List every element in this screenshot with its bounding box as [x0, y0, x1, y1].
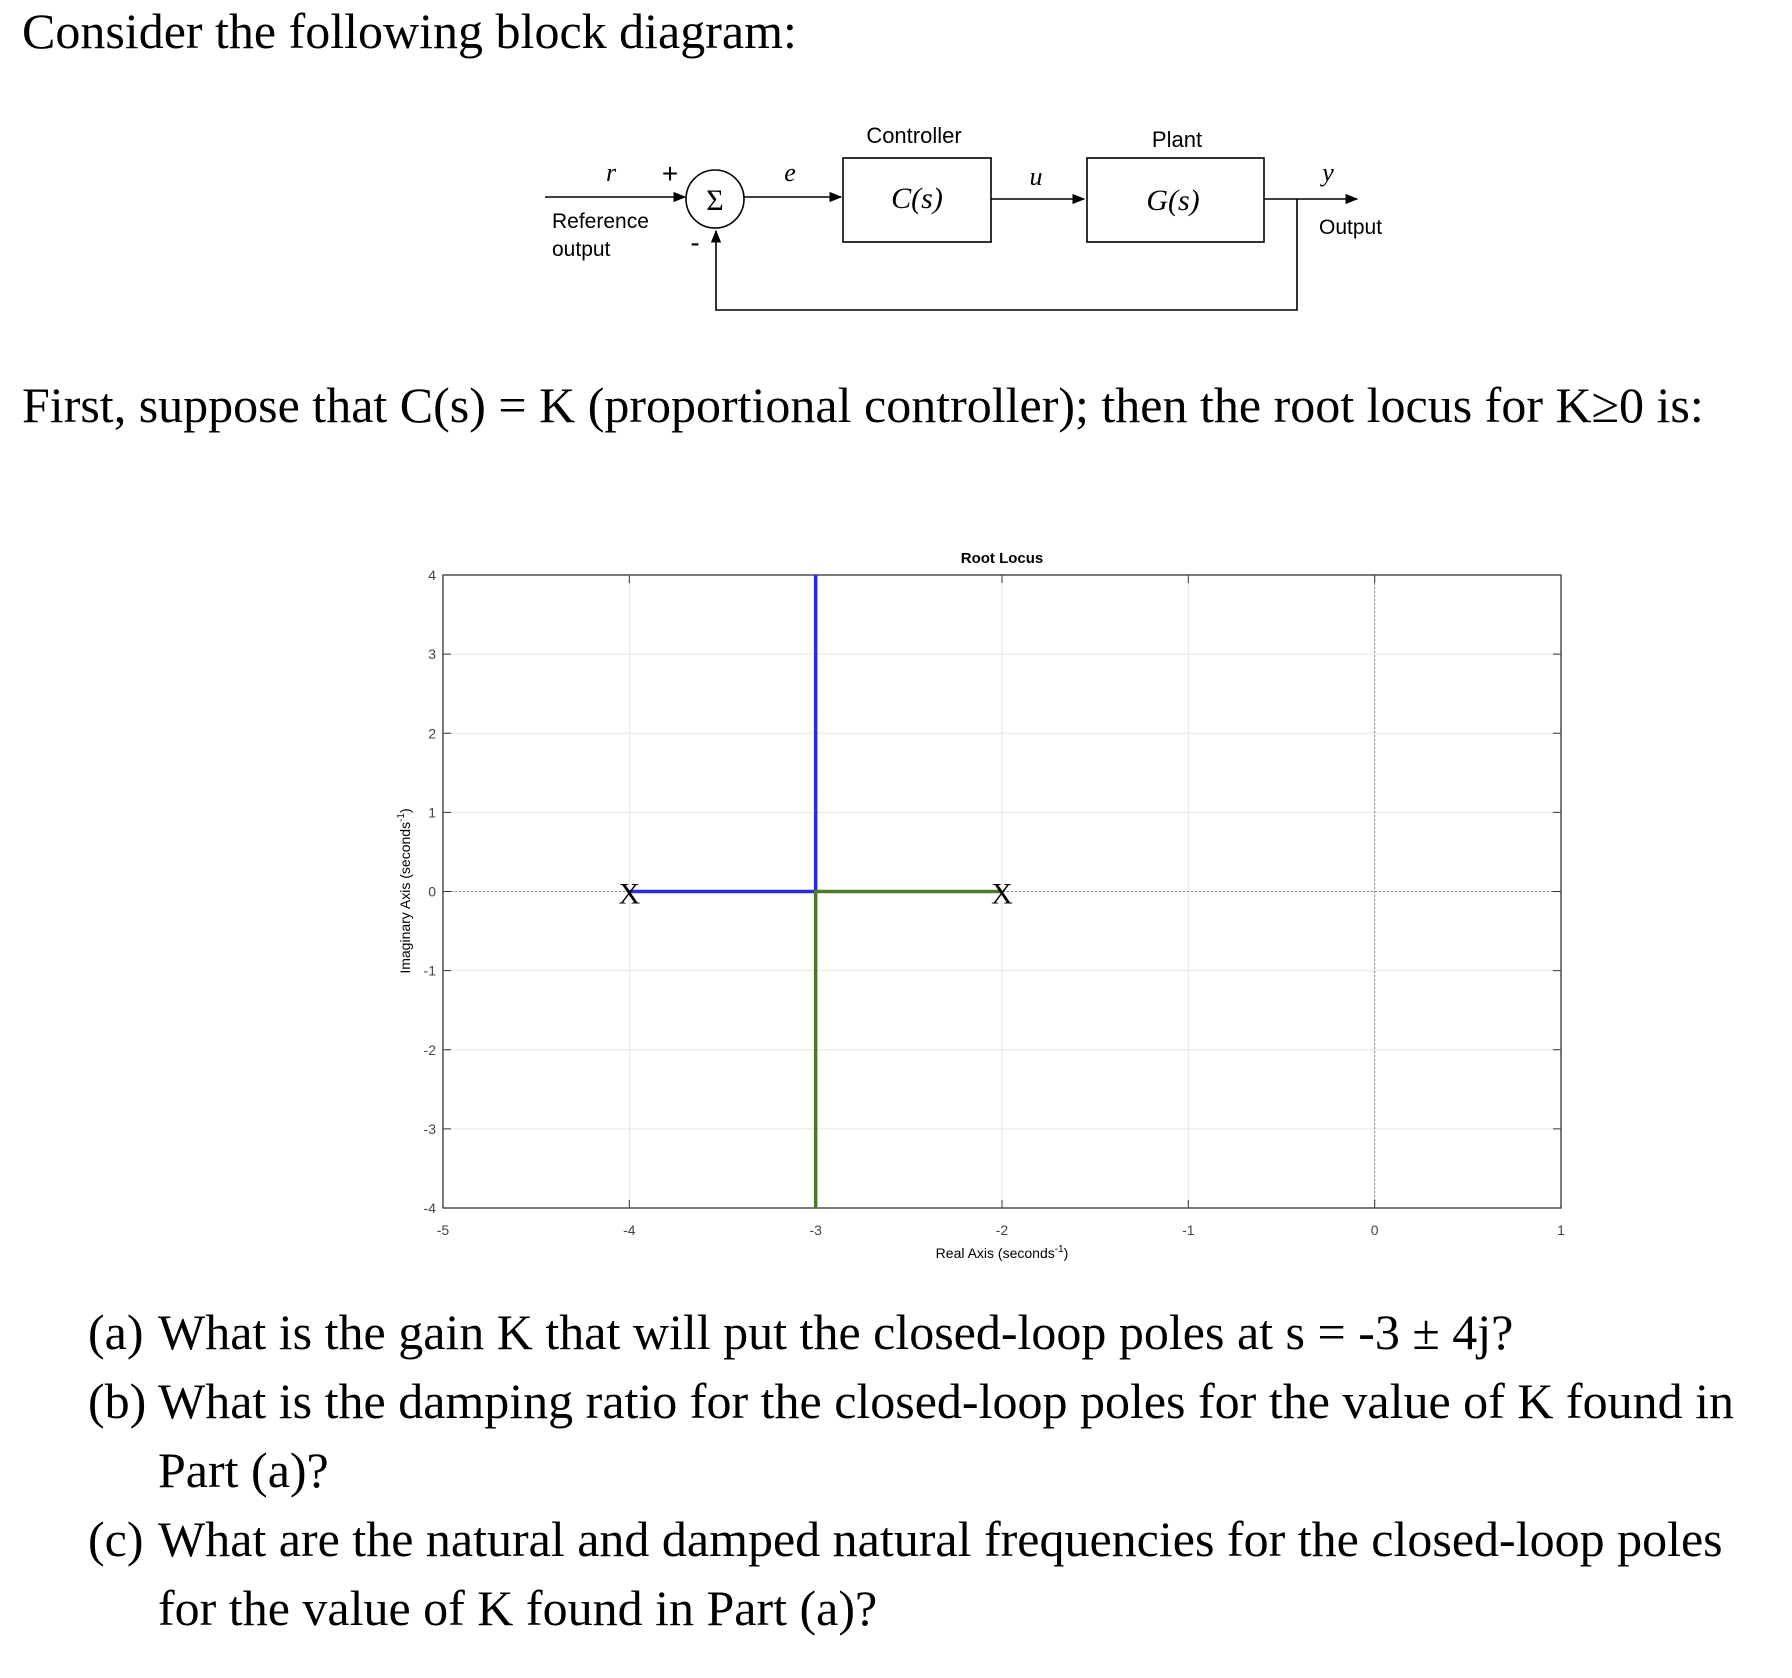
x-axis-label-exponent: -1 [1054, 1244, 1064, 1255]
y-tick-label: 1 [428, 804, 436, 821]
reference-symbol: r [605, 158, 617, 187]
reference-label-line2: output [552, 238, 611, 261]
y-tick-label: 4 [428, 567, 436, 583]
reference-label-line1: Reference [552, 210, 649, 233]
controller-title: Controller [866, 123, 962, 148]
y-tick-label: 0 [428, 883, 436, 900]
feedback-path [716, 199, 1297, 310]
y-tick-label: 2 [428, 725, 436, 742]
y-tick-label: -3 [423, 1120, 436, 1137]
question-list [88, 1298, 1788, 1643]
question-b-text: What is the damping ratio for the closed-loop poles for the value of K found in Part (a)? [158, 1373, 1734, 1498]
output-symbol: y [1322, 158, 1334, 187]
x-tick-label: 1 [1557, 1222, 1565, 1238]
summer-symbol: Σ [706, 184, 724, 217]
question-b [88, 1367, 1788, 1505]
x-axis-label-text: Real Axis (seconds [935, 1245, 1055, 1261]
problem-statement: First, suppose that C(s) = K (proportional controller); then the root locus for K≥0 is: [22, 377, 1704, 433]
x-axis-label-close: ) [1063, 1245, 1069, 1261]
y-tick-label: -4 [423, 1200, 436, 1216]
y-axis-label-text: Imaginary Axis (seconds [397, 821, 413, 974]
plant-title: Plant [1151, 127, 1203, 152]
plant-transfer-function: G(s) [1146, 184, 1200, 217]
control-symbol: u [1029, 162, 1043, 191]
question-a [88, 1298, 1788, 1367]
y-tick-label: 3 [428, 646, 436, 663]
chart-title: Root Locus [960, 550, 1044, 567]
x-tick-label: -4 [623, 1222, 636, 1238]
output-label: Output [1319, 216, 1383, 239]
intro-text: Consider the following block diagram: [22, 3, 797, 59]
pole-marker: X [991, 877, 1013, 911]
y-tick-label: -2 [423, 1041, 436, 1058]
x-tick-label: -1 [1182, 1222, 1195, 1238]
root-locus-chart [396, 550, 1565, 1261]
question-c [88, 1505, 1788, 1643]
x-tick-label: -2 [995, 1222, 1009, 1238]
minus-sign: - [690, 227, 700, 258]
y-axis-label-close: ) [397, 808, 413, 814]
pole-marker: X [618, 877, 641, 911]
question-c-text: What are the natural and damped natural frequencies for the closed-loop poles for the value of K found in Part (a)? [158, 1511, 1723, 1636]
x-axis-label [936, 1244, 1069, 1261]
x-tick-label: 0 [1370, 1222, 1379, 1238]
question-a-text: What is the gain K that will put the closed-loop poles at s = -3 ± 4j? [158, 1304, 1514, 1360]
question-c-label: (c) [88, 1511, 144, 1567]
y-tick-label: -1 [423, 962, 436, 979]
question-a-label: (a) [88, 1304, 144, 1360]
error-symbol: e [784, 158, 796, 187]
y-axis-label-exponent: -1 [396, 813, 407, 822]
question-b-label: (b) [88, 1373, 147, 1429]
controller-transfer-function: C(s) [891, 182, 943, 215]
x-tick-label: -5 [436, 1222, 450, 1238]
x-tick-label: -3 [809, 1222, 822, 1238]
y-axis-label [396, 808, 413, 973]
plus-sign: + [661, 158, 679, 189]
